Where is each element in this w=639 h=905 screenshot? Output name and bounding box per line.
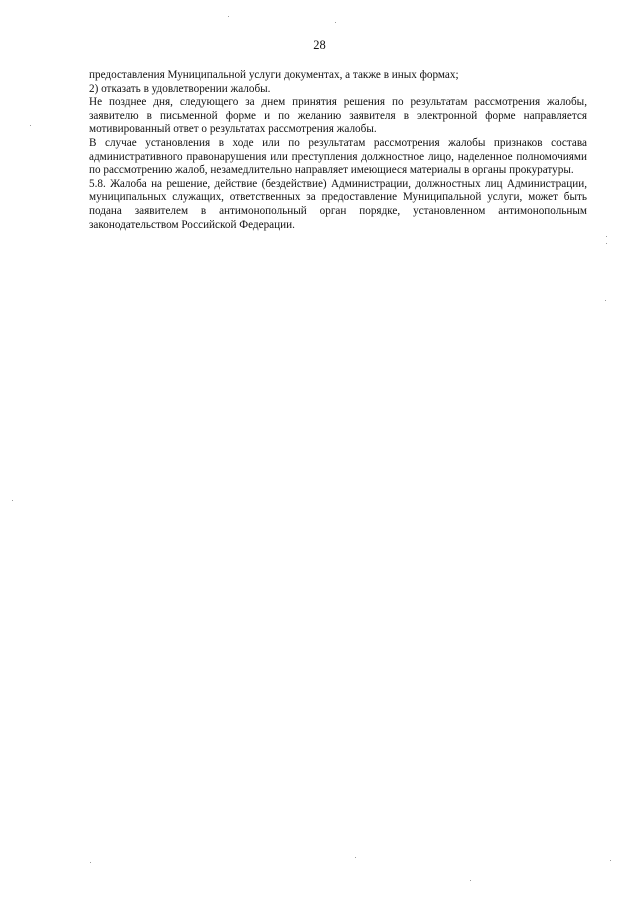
scan-speck — [335, 22, 336, 23]
paragraph: В случае установления в ходе или по результатам рассмотрения жалобы признаков состава административного правонарушения или преступления должностное лицо, наделенное полномочиями по рассмотрению жалоб, незамедлительно направляет имеющиеся материалы в органы прокуратуры. — [89, 136, 587, 177]
scan-speck — [606, 236, 607, 237]
document-body — [89, 69, 587, 232]
paragraph: 2) отказать в удовлетворении жалобы. — [89, 82, 271, 95]
scan-speck — [355, 857, 356, 858]
scan-speck — [605, 300, 606, 301]
scan-speck — [228, 16, 229, 17]
scan-speck — [90, 862, 91, 863]
paragraph: Не позднее дня, следующего за днем принятия решения по результатам рассмотрения жалобы, заявителю в письменной форме и по желанию заявителя в электронной форме направляется мотивированный ответ о результатах рассмотрения жалобы. — [89, 96, 587, 136]
scan-speck — [470, 880, 471, 881]
scan-speck — [12, 500, 13, 501]
scan-speck — [606, 243, 607, 244]
paragraph: предоставления Муниципальной услуги документах, а также в иных формах; — [89, 69, 459, 81]
scan-speck — [30, 125, 31, 126]
paragraph: 5.8. Жалоба на решение, действие (бездействие) Администрации, должностных лиц Администрации, муниципальных служащих, ответственных за предоставление Муниципальной услуги, может быть подана заявителем в антимонопольный орган порядке, установленном антимонопольным законодательством Российской Федерации. — [89, 177, 587, 231]
scan-speck — [610, 860, 611, 861]
page-number: 28 — [313, 38, 326, 52]
